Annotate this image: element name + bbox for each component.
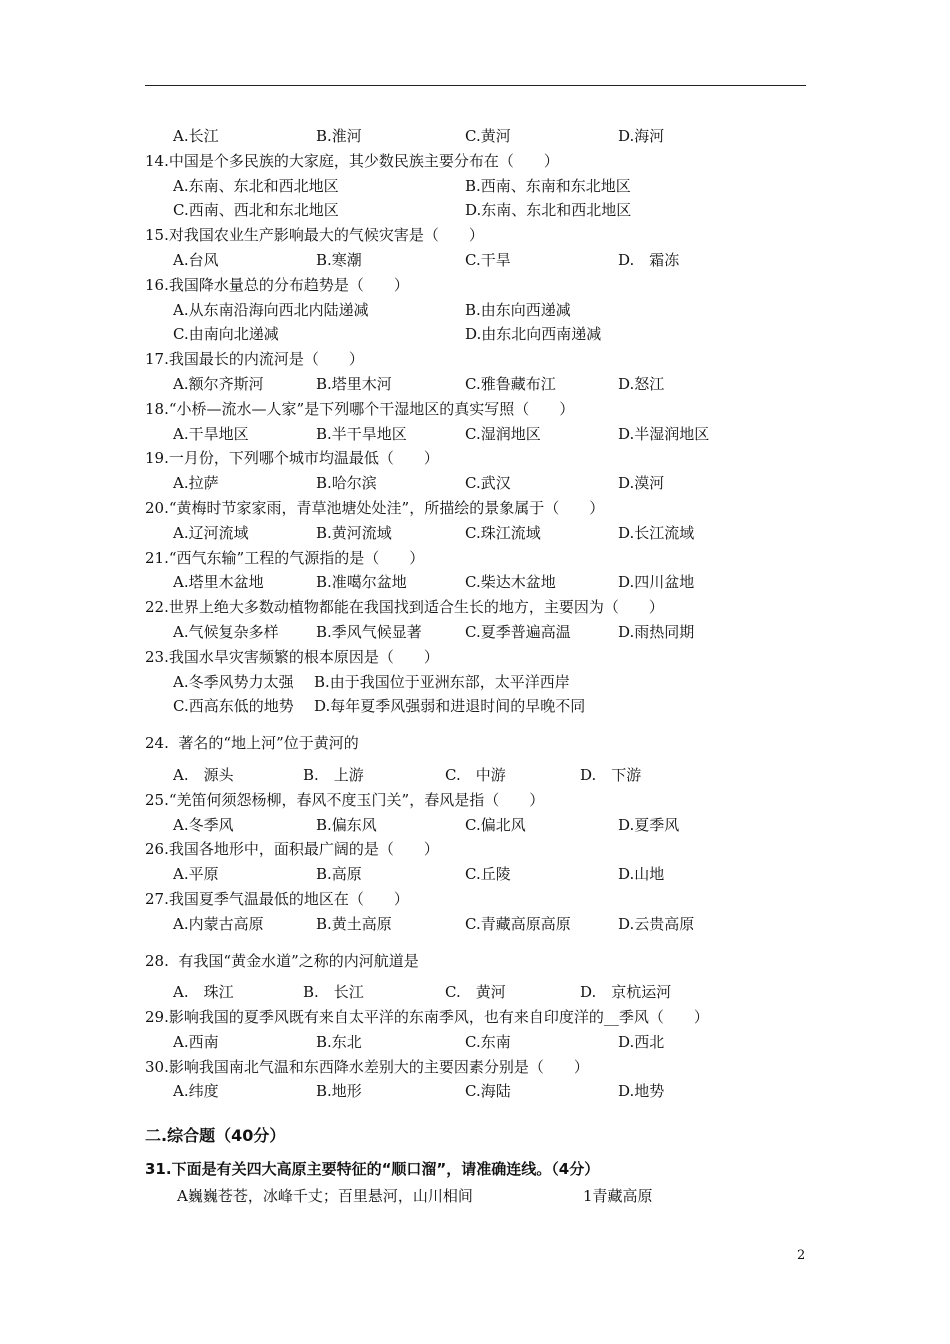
option-a: A.台风 (173, 250, 219, 269)
question-number: 21. (145, 548, 169, 567)
question-text: “羌笛何须怨杨柳，春风不度玉门关”，春风是指（ ） (168, 790, 545, 809)
option-b: B.淮河 (316, 127, 362, 145)
option-c: C. 黄河 (445, 983, 506, 1002)
question-stem (145, 595, 806, 620)
question-stem (145, 1055, 806, 1080)
option-c: C.干旱 (465, 250, 511, 269)
question-text: 著名的“地上河”位于黄河的 (178, 734, 359, 753)
match-left-item: A巍巍苍苍，冰峰千丈；百里悬河，山川相间 (177, 1187, 473, 1206)
option-b: B.偏东风 (316, 815, 377, 834)
option-b: B. 上游 (303, 765, 364, 784)
question-25 (145, 788, 806, 838)
question-number: 25. (145, 790, 169, 809)
options-row (145, 1079, 806, 1104)
option-c: C.黄河 (465, 127, 511, 145)
option-b: B.由于我国位于亚洲东部，太平洋西岸 (314, 672, 570, 691)
options-row (145, 694, 806, 719)
option-b: B.高原 (316, 865, 362, 884)
option-a: A.拉萨 (173, 474, 219, 493)
option-b: B.半干旱地区 (316, 424, 407, 443)
question-19 (145, 446, 806, 496)
option-d: D.西北 (618, 1032, 665, 1051)
option-b: B.东北 (316, 1032, 362, 1051)
option-b: B.塔里木河 (316, 374, 392, 393)
option-d: D.怒江 (618, 374, 665, 393)
question-number: 28. (145, 951, 169, 970)
options-row (145, 862, 806, 887)
question-cont (145, 124, 806, 149)
question-text: 有我国“黄金水道”之称的内河航道是 (178, 951, 419, 970)
page-number: 2 (797, 1248, 806, 1263)
option-b: B.寒潮 (316, 250, 362, 269)
option-a: A.长江 (173, 127, 219, 145)
option-a: A.纬度 (173, 1082, 219, 1101)
question-stem (145, 887, 806, 912)
option-c: C.丘陵 (465, 865, 511, 884)
question-number: 19. (145, 449, 169, 468)
question-number: 27. (145, 889, 169, 908)
question-stem (145, 446, 806, 471)
question-text: 我国各地形中，面积最广阔的是（ ） (168, 840, 439, 859)
question-text: “黄梅时节家家雨，青草池塘处处洼”，所描绘的景象属于（ ） (168, 498, 605, 517)
question-22 (145, 595, 806, 645)
option-d: D.雨热同期 (618, 622, 695, 641)
question-number: 17. (145, 350, 169, 369)
options-row (145, 471, 806, 496)
question-stem (145, 149, 806, 174)
options-row (145, 124, 806, 149)
question-31-stem: 31.下面是有关四大高原主要特征的“顺口溜”，请准确连线。（4分） (145, 1160, 600, 1179)
option-b: B.哈尔滨 (316, 474, 377, 493)
option-b: B.黄河流域 (316, 523, 392, 542)
section-title: 二.综合题（40分） (145, 1126, 286, 1146)
question-text: 世界上绝大多数动植物都能在我国找到适合生长的地方，主要因为（ ） (168, 598, 664, 617)
question-text: 我国最长的内流河是（ ） (168, 350, 364, 369)
question-stem (145, 397, 806, 422)
question-14 (145, 149, 806, 223)
question-17 (145, 347, 806, 397)
question-stem (145, 546, 806, 571)
option-d: D.四川盆地 (618, 573, 695, 592)
question-21 (145, 546, 806, 596)
question-number: 30. (145, 1057, 169, 1076)
option-c: C.夏季普遍高温 (465, 622, 571, 641)
options-row (145, 248, 806, 273)
option-a: A.西南 (173, 1032, 219, 1051)
question-number: 29. (145, 1008, 169, 1027)
options-row (145, 763, 806, 788)
option-c: C.湿润地区 (465, 424, 541, 443)
option-a: A.干旱地区 (173, 424, 249, 443)
question-number: 18. (145, 399, 169, 418)
option-d: D.长江流域 (618, 523, 695, 542)
option-c: C.海陆 (465, 1082, 511, 1101)
options-row (145, 813, 806, 838)
option-b: B.地形 (316, 1082, 362, 1101)
options-row (145, 670, 806, 695)
option-c: C.由南向北递减 (173, 325, 279, 344)
option-c: C.青藏高原高原 (465, 914, 571, 933)
question-text: 中国是个多民族的大家庭，其少数民族主要分布在（ ） (168, 151, 559, 170)
option-a: A.塔里木盆地 (173, 573, 264, 592)
question-23 (145, 645, 806, 719)
question-27 (145, 887, 806, 937)
option-d: D.海河 (618, 127, 665, 145)
question-15 (145, 223, 806, 273)
option-b: B.准噶尔盆地 (316, 573, 407, 592)
option-d: D.东南、东北和西北地区 (465, 201, 632, 220)
question-number: 16. (145, 275, 169, 294)
question-text: 影响我国南北气温和东西降水差别大的主要因素分别是（ ） (168, 1057, 589, 1076)
option-b: B.西南、东南和东北地区 (465, 176, 631, 195)
question-text: 对我国农业生产影响最大的气候灾害是（ ） (168, 226, 484, 245)
question-stem (145, 273, 806, 298)
question-stem (145, 1005, 806, 1030)
question-29 (145, 1005, 806, 1055)
option-a: A. 源头 (173, 765, 234, 784)
option-a: A.气候复杂多样 (173, 622, 279, 641)
question-text: 我国降水量总的分布趋势是（ ） (168, 275, 409, 294)
option-c: C.珠江流域 (465, 523, 541, 542)
question-28 (145, 949, 806, 1006)
question-number: 20. (145, 498, 169, 517)
options-row (145, 322, 806, 347)
options-row (145, 174, 806, 199)
option-d: D.由东北向西南递减 (465, 325, 602, 344)
match-row (145, 1184, 806, 1209)
options-row (145, 570, 806, 595)
option-d: D. 霜冻 (618, 250, 680, 269)
options-row (145, 620, 806, 645)
option-a: A.辽河流域 (173, 523, 249, 542)
option-a: A.平原 (173, 865, 219, 884)
option-a: A.额尔齐斯河 (173, 374, 264, 393)
question-stem (145, 645, 806, 670)
option-c: C.武汉 (465, 474, 511, 493)
question-stem (145, 788, 806, 813)
option-c: C. 中游 (445, 765, 506, 784)
question-30 (145, 1055, 806, 1105)
question-stem (145, 223, 806, 248)
option-a: A.冬季风 (173, 815, 234, 834)
question-text: “小桥—流水—人家”是下列哪个干湿地区的真实写照（ ） (168, 399, 575, 418)
options-row (145, 980, 806, 1005)
option-b: B.由东向西递减 (465, 300, 571, 319)
question-list (145, 124, 806, 1209)
question-number: 14. (145, 151, 169, 170)
option-a: A.冬季风势力太强 (173, 672, 294, 691)
option-d: D.地势 (618, 1082, 665, 1101)
option-b: B.黄土高原 (316, 914, 392, 933)
question-stem (145, 949, 806, 974)
option-a: A.从东南沿海向西北内陆递减 (173, 300, 369, 319)
options-row (145, 372, 806, 397)
question-26 (145, 837, 806, 887)
question-text: 我国夏季气温最低的地区在（ ） (168, 889, 409, 908)
options-row (145, 298, 806, 323)
option-d: D. 下游 (580, 765, 642, 784)
question-number: 24. (145, 734, 169, 753)
question-18 (145, 397, 806, 447)
option-d: D.半湿润地区 (618, 424, 710, 443)
option-a: A. 珠江 (173, 983, 234, 1002)
question-stem (145, 496, 806, 521)
option-c: C.偏北风 (465, 815, 526, 834)
question-number: 26. (145, 840, 169, 859)
option-c: C.东南 (465, 1032, 511, 1051)
option-c: C.西南、西北和东北地区 (173, 201, 339, 220)
options-row (145, 521, 806, 546)
question-number: 23. (145, 647, 169, 666)
question-16 (145, 273, 806, 347)
question-text: 我国水旱灾害频繁的根本原因是（ ） (168, 647, 439, 666)
question-number: 22. (145, 598, 169, 617)
question-text: 一月份，下列哪个城市均温最低（ ） (168, 449, 439, 468)
option-c: C.柴达木盆地 (465, 573, 556, 592)
option-a: A.东南、东北和西北地区 (173, 176, 339, 195)
question-stem (145, 347, 806, 372)
option-b: B. 长江 (303, 983, 364, 1002)
options-row (145, 198, 806, 223)
question-number: 15. (145, 226, 169, 245)
options-row (145, 422, 806, 447)
options-row (145, 912, 806, 937)
option-d: D.云贵高原 (618, 914, 695, 933)
option-d: D.夏季风 (618, 815, 680, 834)
option-b: B.季风气候显著 (316, 622, 422, 641)
question-text: 影响我国的夏季风既有来自太平洋的东南季风，也有来自印度洋的__季风（ ） (168, 1008, 709, 1027)
question-24 (145, 731, 806, 788)
option-c: C.雅鲁藏布江 (465, 374, 556, 393)
option-d: D.山地 (618, 865, 665, 884)
option-d: D. 京杭运河 (580, 983, 672, 1002)
question-stem (145, 837, 806, 862)
question-stem (145, 731, 806, 756)
header-rule (145, 85, 806, 86)
options-row (145, 1030, 806, 1055)
option-d: D.漠河 (618, 474, 665, 493)
option-a: A.内蒙古高原 (173, 914, 264, 933)
option-c: C.西高东低的地势 (173, 697, 294, 716)
option-d: D.每年夏季风强弱和进退时间的早晚不同 (314, 697, 586, 716)
question-20 (145, 496, 806, 546)
question-text: “西气东输”工程的气源指的是（ ） (168, 548, 425, 567)
match-right-item: 1青藏高原 (583, 1187, 653, 1206)
